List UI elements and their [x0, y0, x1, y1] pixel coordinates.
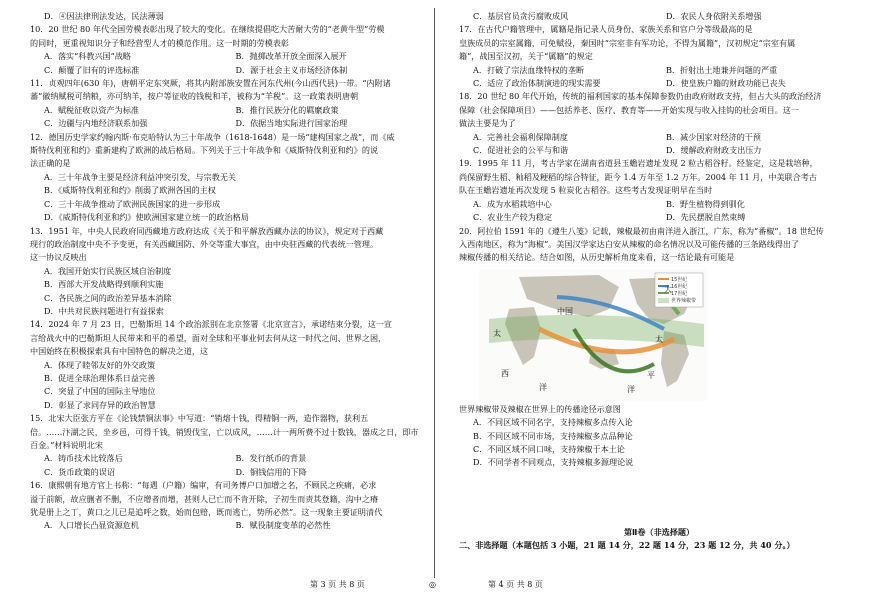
- option-line: C．三十年战争推动了欧洲民族国家的进一步形成: [44, 198, 221, 209]
- option-right: D．源于社会主义市场经济体制: [235, 64, 348, 75]
- text-line: 蕃”徽纳赋税可纳粮，亦可纳羊，按户等征收的钱税和羊，被称为“羊税”。这一政策表明唐朝: [30, 91, 359, 102]
- section-title: 第Ⅱ卷（非选择题）: [623, 526, 695, 537]
- right-page: [435, 0, 870, 614]
- map-label-atlantic: 大: [664, 284, 672, 294]
- option-right: D．依据当地实际进行国家治理: [235, 118, 348, 129]
- text-line: 14．2024 年 7 月 23 日，巴勒斯坦 14 个政治派别在北京签署《北京宣言》，承诺结束分裂，这一宣: [30, 319, 392, 330]
- option-line: C．不同区域不同口味，支持辣椒于本土论: [473, 443, 625, 454]
- right-column: [459, 10, 859, 553]
- text-line: 辣椒传播的相关结论。结合如图，从历史解析角度来看，这一结论最有可能是: [459, 252, 735, 263]
- text-line: 18．20 世纪 80 年代开始，传统的福利国家的基本保障参数仍由政府财政支持，但占大头的政治经济: [459, 91, 822, 102]
- option-line: B．西部大开发战略得到顺利实施: [44, 279, 164, 290]
- question-20-options: [459, 416, 859, 470]
- text-line: 这一协议反映出: [30, 252, 87, 263]
- map-label-indian-ocean: 洋: [539, 382, 547, 392]
- map-label-pacific-3: 洋: [627, 384, 635, 394]
- text-line: 倍。……汴湖之民，坐乡邑，可得千钱，销毁伐宝，亡以成风，……计一两所费不过十数钱，器成之日，即市: [30, 426, 419, 437]
- option-left: A．赋税征收以资产为标准: [44, 104, 139, 115]
- text-line: 12．德国历史学家约翰内斯·布克哈特认为三十年战争（1618-1648）是一场“建构国家之战”，而《威: [30, 131, 395, 142]
- text-line: 保障（社会保障项目）——包括养老、医疗、教育等——开始实现与收入挂钩的社会项目。这一: [459, 104, 799, 115]
- option-left: C．农业生产较为稳定: [473, 212, 553, 223]
- option-left: A．完善社会福利保障制度: [473, 131, 568, 142]
- text-line: 13．1951 年，中央人民政府同西藏地方政府达成《关于和平解放西藏办法的协议》，规定对于西藏: [30, 225, 384, 236]
- text-line: 言给战火中的巴勒斯坦人民带来和平的希望，面对全球和平事业何去何从这一时代之问、世界之困，: [30, 332, 387, 343]
- option-row: [30, 117, 427, 130]
- option-row: [30, 466, 427, 479]
- text-line: 做法主要是为了: [459, 118, 516, 129]
- section-description: 二、非选择题（本题包括 3 小题，21 题 14 分，22 题 14 分，23 题 12 分，共 40 分。）: [459, 540, 795, 551]
- option-row: [459, 211, 859, 224]
- text-line: 入西南地区，称为“海椒”。美国汉学家达白安从辣椒的命名情况以及可能传播的三条路线得出了: [459, 238, 800, 249]
- map-label-pacific-2: 平: [647, 370, 655, 380]
- option-right: B．推行民族分化的羁縻政策: [235, 104, 339, 115]
- text-line: 17．在古代户籍管理中，属籍是指记录人员身份、家族关系和官户分等级最高的是: [459, 24, 753, 35]
- option-line: A．体现了睦邻友好的外交政策: [44, 359, 156, 370]
- option-line: D．不同学者不同观点，支持辣椒多源理论说: [473, 457, 634, 468]
- text-line: 尚保留野生稻、籼稻及粳稻的综合特征，距今 1.4 万年至 1.2 万年。2004 年 11 月，中美联合考古: [459, 171, 817, 182]
- option-right: B．发行纸币的背景: [235, 453, 307, 464]
- option-row: [459, 131, 859, 144]
- legend-belt: 世界辣椒带: [671, 297, 697, 304]
- text-line: 溢于前额，故应删者不删，不应增者而增，甚则人已亡而不肯开除，子初生而责其登籍，沟中之瘠: [30, 493, 379, 504]
- option-row: [30, 104, 427, 117]
- page-number-right: 第 4 页 共 8 页: [488, 580, 543, 589]
- option-left: C．边疆与内地经济联系加强: [44, 118, 148, 129]
- option-right: D．先民摆脱自然束缚: [666, 212, 746, 223]
- option-right: B．抛掷改革开放全面深入展开: [235, 51, 347, 62]
- option-line: D．彰显了求同存异的政治智慧: [44, 399, 156, 410]
- legend-17: 17世纪: [671, 290, 688, 297]
- text-line: 法正确的是: [30, 158, 71, 169]
- map-label-west-ocean-1: 太: [493, 328, 501, 338]
- text-line: 20．阿拉伯 1591 年的《遵生八笺》记载，辣椒最初由南洋进入浙江，广东，称为“番椒”。18 世纪传: [459, 225, 824, 236]
- option-line: B．促进全球治理体系日益完善: [44, 372, 156, 383]
- option-right: D．铜钱信用的下降: [235, 466, 307, 477]
- option-row: [459, 64, 859, 77]
- map-caption: 世界辣椒带及辣椒在世界上的传播途径示意图: [459, 403, 621, 414]
- map-legend: [655, 273, 703, 307]
- chili-spread-map: [479, 269, 707, 401]
- option-row: [30, 50, 427, 63]
- option-row: [459, 10, 859, 23]
- option-left: C．货币政策的误诏: [44, 466, 115, 477]
- option-line: C．突显了中国的国际主导地位: [44, 386, 156, 397]
- text-line: 的同时，更重视知识分子和经营型人才的模范作用。这一时期的劳模表彰: [30, 37, 290, 48]
- option-line: D．④因法律刑法发达，民法薄弱: [44, 11, 164, 21]
- option-right: D．缓解政府财政支出压力: [666, 145, 762, 156]
- text-line: 现行的政治制度中央不予变更，有关西藏国防、外交等重大事宜，由中央驻西藏的代表统一管理。: [30, 238, 379, 249]
- option-row: [30, 452, 427, 465]
- option-right: D．农民人身依附关系增强: [666, 11, 762, 21]
- option-line: D．《威斯特伐利亚和约》使欧洲国家建立统一的政治格局: [44, 212, 249, 223]
- option-line: A．不同区域不同名字，支持辣椒多点传入论: [473, 417, 633, 428]
- questions-17-20: [459, 10, 859, 265]
- text-line: 百金。”材料说明北宋: [30, 440, 103, 450]
- text-line: 19．1995 年 11 月，考古学家在湖南省道县玉蟾岩遗址发现 2 粒古稻谷籽。经鉴定，这是栽培种，: [459, 158, 818, 169]
- option-right: B．折射出土地兼并问题的严重: [666, 64, 778, 75]
- map-label-china: 中国: [557, 306, 573, 316]
- option-line: B．《威斯特伐利亚和约》削弱了欧洲各国的主权: [44, 185, 216, 196]
- map-label-west-ocean-2: 西: [501, 368, 509, 378]
- option-left: C．颠覆了旧有的评选标准: [44, 64, 140, 75]
- option-line: D．中共对民族问题进行有益探索: [44, 305, 164, 316]
- page-number-left: 第 3 页 共 8 页: [310, 580, 365, 589]
- option-row: [30, 64, 427, 77]
- option-left: C．适应了政治体制演进的现实需要: [473, 78, 601, 89]
- option-right: B．野生植物得到驯化: [666, 198, 745, 209]
- option-right: B．赋役制度变革的必然性: [235, 520, 331, 531]
- text-line: 10．20 世纪 80 年代全国劳模表彰出现了较大的变化。在继续提倡吃大苦耐大劳的“老黄牛型”劳模: [30, 24, 385, 35]
- legend-15: 15世纪: [671, 276, 688, 283]
- text-line: 籍”，战国至汉初，关于“属籍”的规定: [459, 51, 593, 62]
- option-left: A．落实“科教兴国”战略: [44, 51, 131, 62]
- option-left: A．人口增长凸显资源危机: [44, 520, 139, 531]
- option-left: A．打破了宗法血缘特权的垄断: [473, 64, 585, 75]
- option-line: C．各民族之间的政治差异基本消除: [44, 292, 172, 303]
- text-line: 皇族成员的宗室属籍，可免赋役，秦国时“宗室非有军功论，不得为属籍”，汉初规定“宗室有属: [459, 37, 796, 48]
- text-line: 犹是册上之丁，黄口之儿已是追呼之数，始而包赔，既而逃亡，势所必然”。这一现象主要证明清代: [30, 507, 383, 518]
- text-line: 15．北宋大臣张方平在《论钱禁铜法事》中写道：“销熔十钱，得精铜一两，造作器物，获利五: [30, 413, 369, 424]
- text-line: 中国始终在积极探索具有中国特色的解决之道，这: [30, 346, 209, 357]
- binding-mark: ◎: [429, 580, 436, 589]
- text-line: 队在玉蟾岩遗址再次发现 5 粒炭化古稻谷。这些考古发现证明早在当时: [459, 185, 713, 196]
- world-map-figure: [479, 269, 707, 401]
- text-line: 11．贞观四年(630 年)，唐朝平定东突厥，将其内附部族安置在河东代州(今山西代县)一带。“内附诸: [30, 78, 391, 89]
- option-row: [459, 77, 859, 90]
- option-right: B．减少国家对经济的干预: [666, 131, 761, 142]
- option-row: [459, 198, 859, 211]
- option-left: C．促进社会的公平与和谐: [473, 145, 569, 156]
- text-line: 16．康熙朝有地方官上书称：“每遇（户籍）编审，有司务博户口加增之名，不顾民之疾痛，必求: [30, 480, 377, 491]
- text-line: 斯特伐利亚和约》重新建构了欧洲的战后格局。下列关于三十年战争和《威斯特伐利亚和约》的说: [30, 145, 379, 156]
- option-row: [30, 519, 427, 532]
- option-line: B．不同区域不同市场，支持辣椒多点品种论: [473, 430, 633, 441]
- legend-16: 16世纪: [671, 283, 688, 290]
- option-right: D．使皇族户籍的财政功能已丧失: [666, 78, 786, 89]
- option-line: A．我国开始实行民族区域自治制度: [44, 265, 172, 276]
- option-line: A．三十年战争主要是经济利益冲突引发，与宗教无关: [44, 171, 237, 182]
- option-left: A．成为水稻栽培中心: [473, 198, 552, 209]
- option-row: [459, 144, 859, 157]
- option-left: C．基层官员贪污腐败成风: [473, 11, 569, 21]
- option-left: A．铸币技术比较落后: [44, 453, 123, 464]
- map-label-pacific-1: 太: [655, 334, 663, 344]
- left-column: [30, 10, 427, 533]
